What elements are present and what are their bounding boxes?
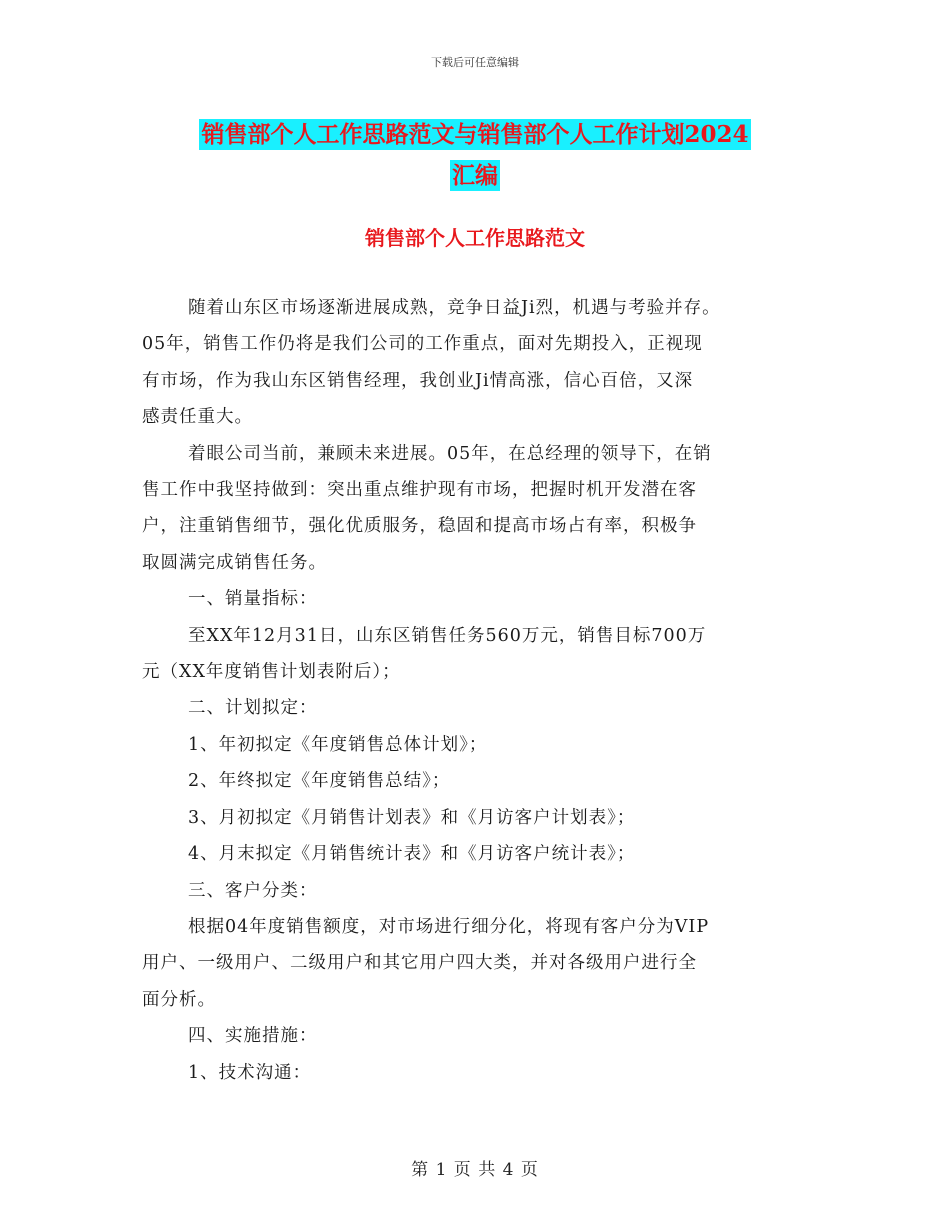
body-line: 售工作中我坚持做到：突出重点维护现有市场，把握时机开发潜在客 (142, 480, 697, 501)
body-line: 一、销量指标： (188, 589, 318, 610)
body-line: 用户、一级用户、二级用户和其它用户四大类，并对各级用户进行全 (142, 953, 697, 974)
body-line: 三、客户分类： (188, 880, 318, 901)
page-footer: 第 1 页 共 4 页 (411, 1160, 539, 1180)
body-line: 四、实施措施： (188, 1026, 318, 1047)
header-note: 下载后可任意编辑 (431, 56, 519, 69)
body-line: 着眼公司当前，兼顾未来进展。05年，在总经理的领导下，在销 (188, 443, 712, 464)
title-highlight: 销售部个人工作思路范文与销售部个人工作计划2024 (201, 121, 749, 148)
body-line: 3、月初拟定《月销售计划表》和《月访客户计划表》； (188, 807, 636, 828)
body-line: 二、计划拟定： (188, 698, 318, 719)
body-line: 1、技术沟通： (188, 1062, 312, 1083)
document-title-line-1 (0, 116, 950, 149)
document-body (142, 290, 822, 1091)
title-highlight: 汇编 (452, 162, 498, 189)
body-line: 至XX年12月31日，山东区销售任务560万元，销售目标700万 (188, 625, 707, 646)
body-line: 元（XX年度销售计划表附后）； (142, 662, 401, 683)
body-line: 面分析。 (142, 989, 216, 1010)
body-line: 4、月末拟定《月销售统计表》和《月访客户统计表》； (188, 844, 636, 865)
section-title: 销售部个人工作思路范文 (365, 226, 585, 250)
body-line: 1、年初拟定《年度销售总体计划》； (188, 734, 488, 755)
body-line: 感责任重大。 (142, 407, 253, 428)
body-line: 05年，销售工作仍将是我们公司的工作重点，面对先期投入，正视现 (142, 334, 703, 355)
body-line: 有市场，作为我山东区销售经理，我创业Ji情高涨，信心百倍，又深 (142, 370, 694, 391)
body-line: 根据04年度销售额度，对市场进行细分化，将现有客户分为VIP (188, 916, 710, 937)
body-line: 2、年终拟定《年度销售总结》； (188, 771, 451, 792)
body-line: 随着山东区市场逐渐进展成熟，竞争日益Ji烈，机遇与考验并存。 (188, 298, 721, 318)
body-line: 取圆满完成销售任务。 (142, 552, 327, 573)
body-line: 户，注重销售细节，强化优质服务，稳固和提高市场占有率，积极争 (142, 516, 697, 537)
document-title-line-2 (0, 157, 950, 190)
